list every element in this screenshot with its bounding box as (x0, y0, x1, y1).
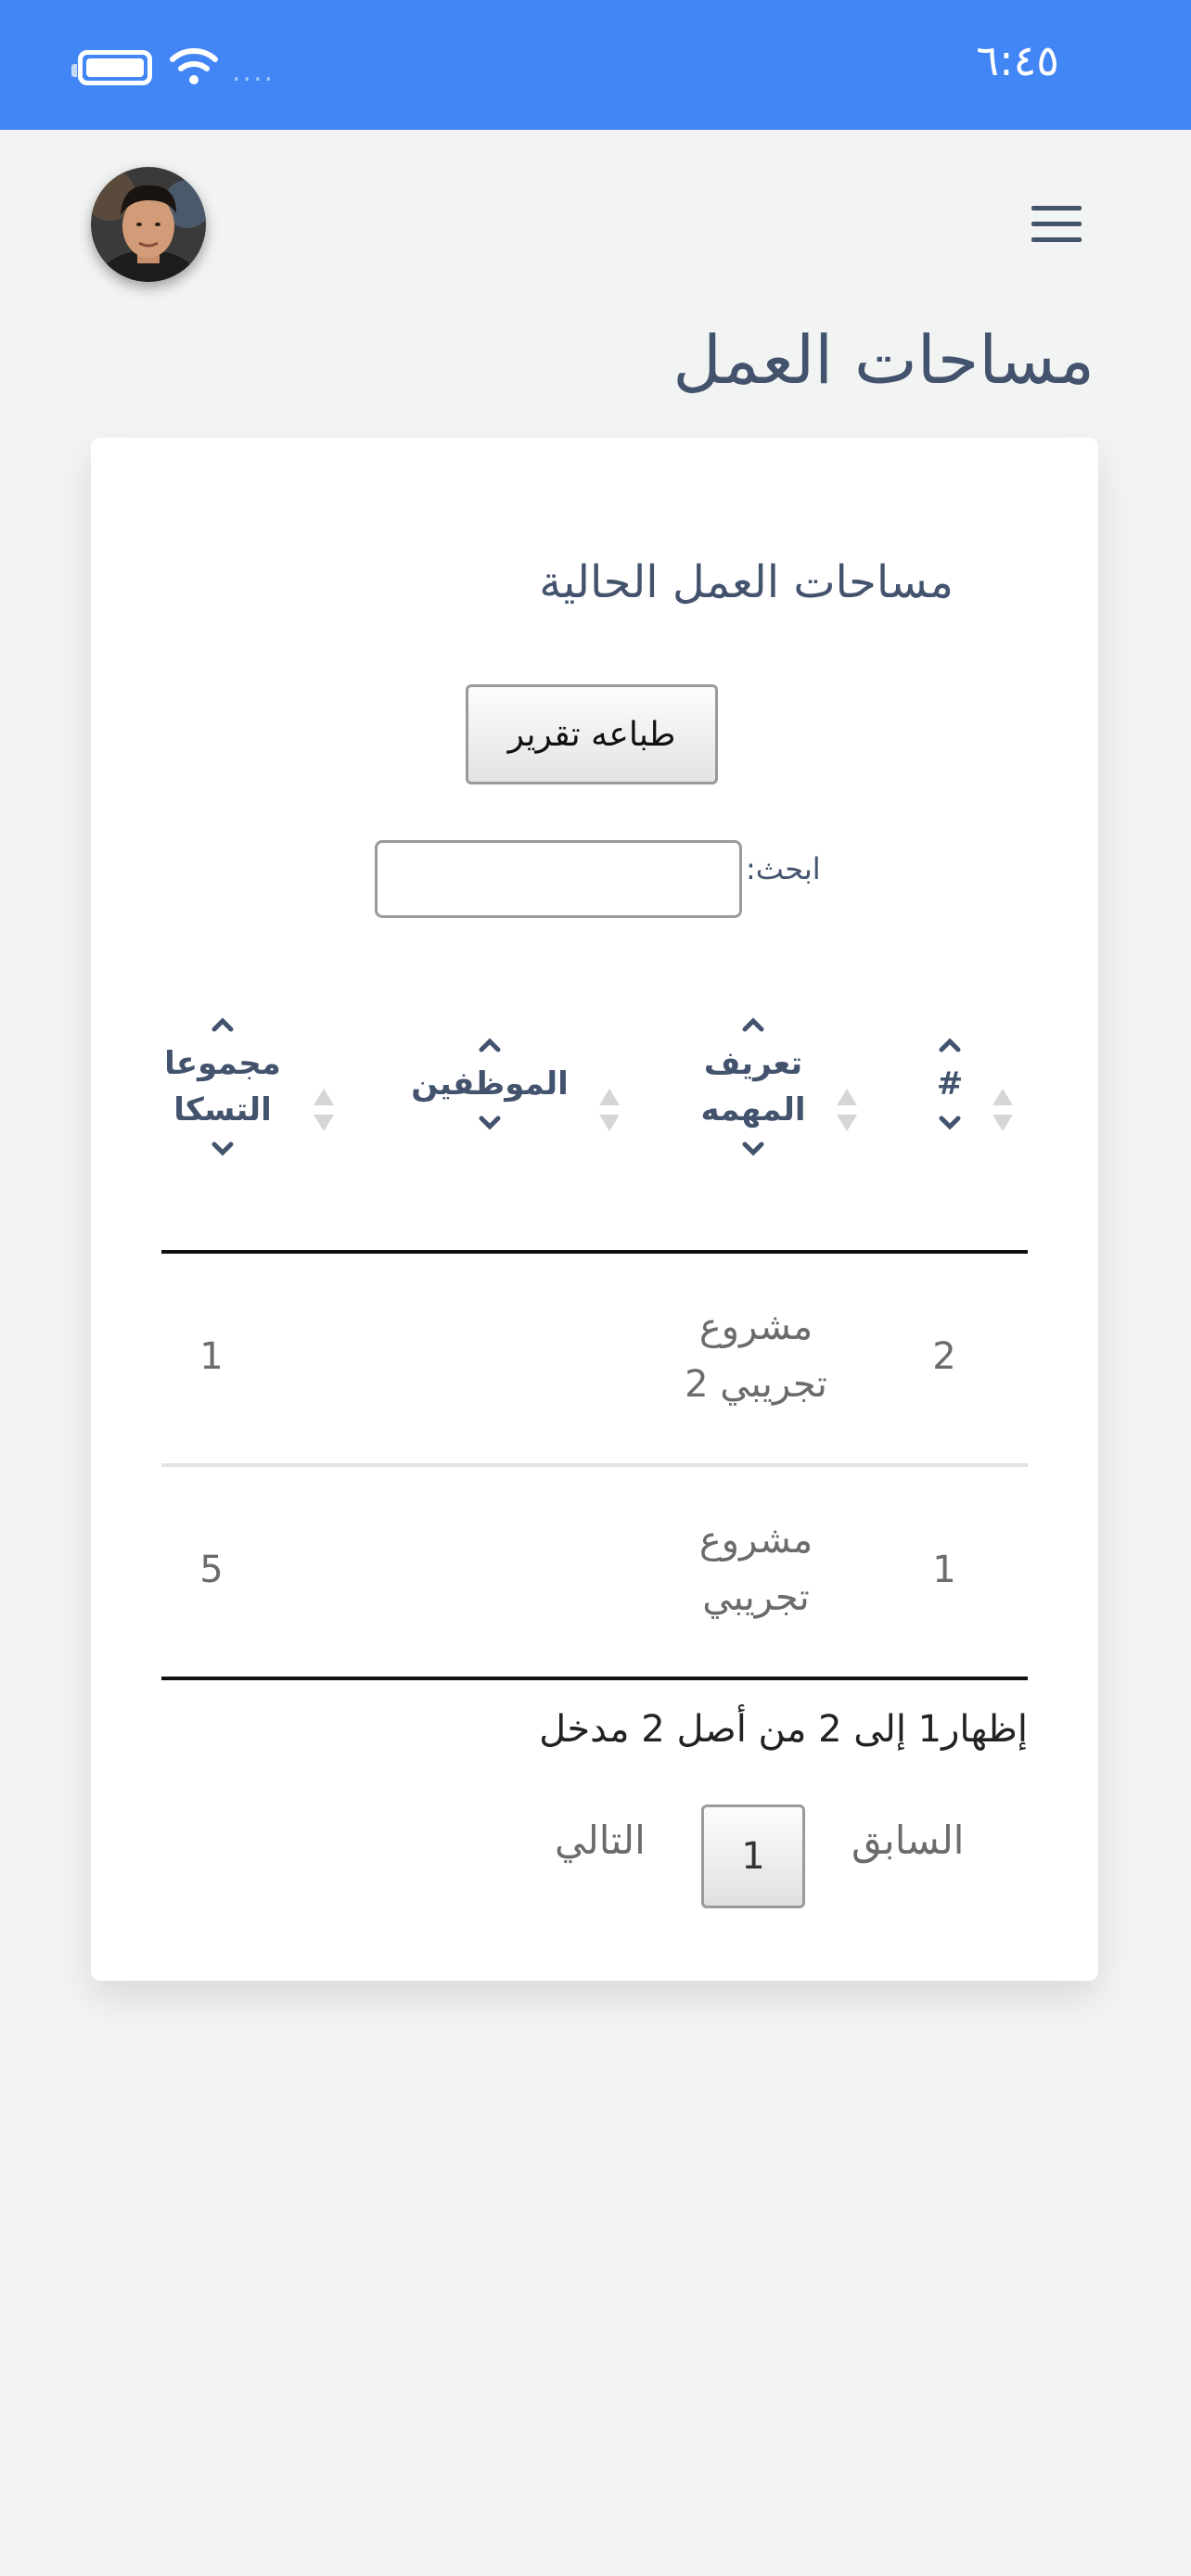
column-label: تعريف المهمه (700, 1045, 806, 1129)
next-page-button[interactable]: التالي (555, 1817, 646, 1863)
search-input[interactable] (375, 840, 742, 918)
page-title: مساحات العمل (672, 321, 1095, 399)
battery-icon (78, 50, 152, 85)
card-title: مساحات العمل الحالية (539, 556, 954, 608)
cell-id: 1 (932, 1549, 956, 1591)
workspaces-card (91, 438, 1098, 1981)
chevron-up-icon (737, 1009, 769, 1040)
wifi-icon (169, 45, 219, 87)
chevron-up-icon (207, 1009, 238, 1040)
search-label: ابحث: (746, 851, 821, 886)
chevron-up-icon (934, 1029, 966, 1061)
column-label: مجموعا التسكا (164, 1045, 281, 1129)
sort-icon (833, 1083, 861, 1137)
hamburger-menu-icon[interactable] (1031, 206, 1082, 243)
chevron-down-icon (934, 1107, 966, 1139)
column-label: # (936, 1065, 964, 1103)
table-info: إظهار1 إلى 2 من أصل 2 مدخل (539, 1708, 1028, 1751)
table-bottom-divider (161, 1677, 1028, 1680)
cell-group: 1 (199, 1335, 224, 1378)
previous-page-button[interactable]: السابق (852, 1817, 965, 1863)
row-divider (161, 1463, 1028, 1467)
cell-id: 2 (932, 1335, 956, 1378)
column-label: الموظفين (411, 1065, 569, 1103)
print-report-button[interactable]: طباعه تقرير (466, 684, 718, 784)
cell-group: 5 (199, 1549, 224, 1591)
chevron-down-icon (207, 1133, 238, 1165)
status-time: ٦:٤٥ (976, 35, 1059, 85)
cell-task: مشروع تجريبي 2 (685, 1306, 827, 1406)
status-bar (0, 0, 1191, 130)
column-header-employees[interactable] (397, 1029, 583, 1139)
sort-icon (989, 1083, 1017, 1137)
column-header-id[interactable] (922, 1029, 978, 1139)
column-header-task[interactable] (679, 1009, 827, 1165)
chevron-down-icon (474, 1107, 506, 1139)
chevron-up-icon (474, 1029, 506, 1061)
cell-task: مشروع تجريبي (698, 1519, 813, 1619)
sort-icon (310, 1083, 338, 1137)
page-number-button[interactable]: 1 (701, 1804, 805, 1908)
chevron-down-icon (737, 1133, 769, 1165)
sort-icon (596, 1083, 623, 1137)
signal-dots: .... (232, 56, 275, 88)
column-header-group[interactable] (148, 1009, 297, 1165)
table-header-divider (161, 1250, 1028, 1254)
user-avatar[interactable] (91, 167, 206, 282)
